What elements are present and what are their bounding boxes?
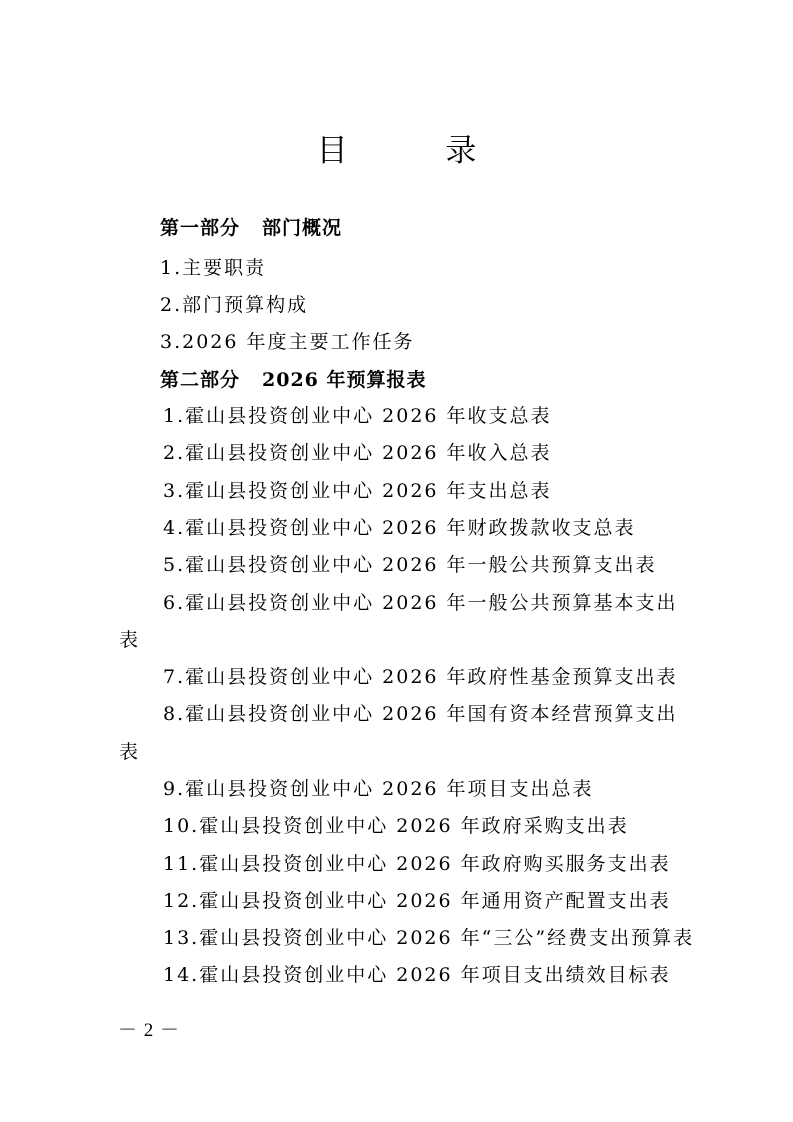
toc-item: 14.霍山县投资创业中心 2026 年项目支出绩效目标表 [163, 964, 671, 986]
toc-item: 10.霍山县投资创业中心 2026 年政府采购支出表 [163, 815, 629, 837]
toc-item-continuation: 表 [119, 629, 141, 651]
part1-name: 部门概况 [262, 217, 343, 239]
page-number: － 2 － [118, 1020, 181, 1041]
toc-item: 3.霍山县投资创业中心 2026 年支出总表 [163, 480, 552, 502]
toc-item: 2.部门预算构成 [160, 294, 309, 316]
toc-item: 4.霍山县投资创业中心 2026 年财政拨款收支总表 [163, 517, 636, 539]
toc-item: 12.霍山县投资创业中心 2026 年通用资产配置支出表 [163, 890, 671, 912]
toc-item: 9.霍山县投资创业中心 2026 年项目支出总表 [163, 778, 594, 800]
toc-item: 3.2026 年度主要工作任务 [160, 331, 415, 353]
toc-item: 11.霍山县投资创业中心 2026 年政府购买服务支出表 [163, 853, 671, 875]
toc-item: 8.霍山县投资创业中心 2026 年国有资本经营预算支出 [163, 703, 678, 725]
toc-item: 13.霍山县投资创业中心 2026 年“三公”经费支出预算表 [163, 927, 695, 949]
part1-heading [160, 214, 342, 242]
toc-item: 6.霍山县投资创业中心 2026 年一般公共预算基本支出 [163, 592, 678, 614]
part2-heading [160, 366, 427, 394]
part2-label: 第二部分 [160, 369, 241, 391]
toc-item: 2.霍山县投资创业中心 2026 年收入总表 [163, 442, 552, 464]
page-title: 目 录 [316, 133, 521, 169]
toc-item: 1.霍山县投资创业中心 2026 年收支总表 [163, 405, 552, 427]
toc-item: 1.主要职责 [160, 257, 267, 279]
toc-item-continuation: 表 [119, 741, 141, 763]
toc-item: 5.霍山县投资创业中心 2026 年一般公共预算支出表 [163, 554, 657, 576]
toc-item: 7.霍山县投资创业中心 2026 年政府性基金预算支出表 [163, 666, 678, 688]
part1-label: 第一部分 [160, 217, 241, 239]
part2-name: 2026 年预算报表 [262, 369, 427, 391]
